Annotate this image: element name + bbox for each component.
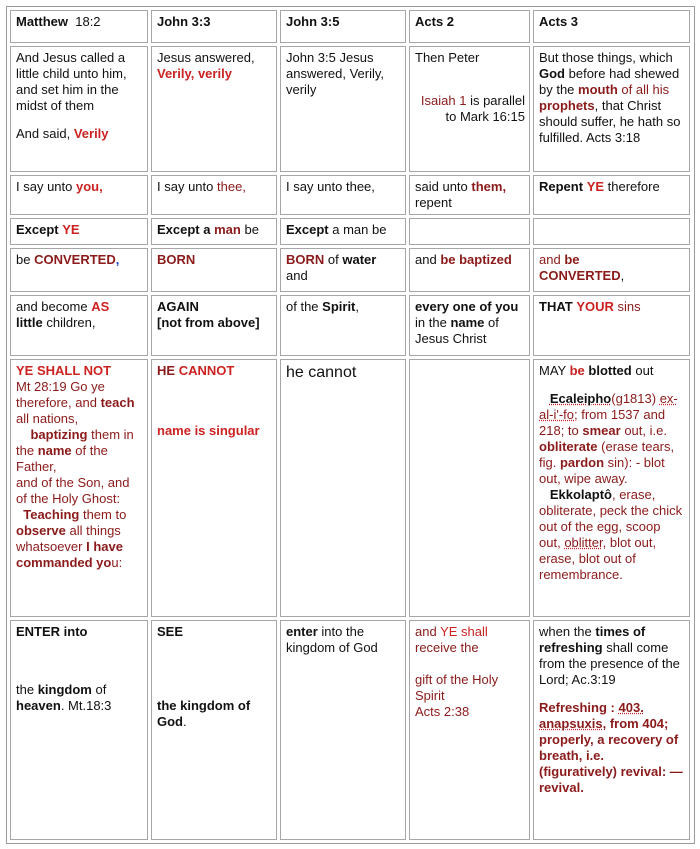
row6-acts3-oblitter: oblitter (564, 535, 603, 550)
row2-acts3 (533, 175, 690, 215)
row1-acts3-text-e: of all his (621, 82, 670, 97)
row6-john35-he-cannot: he cannot (280, 359, 406, 617)
row3-john35-man: a man be (332, 222, 387, 237)
row6-matthew-commanded: I have commanded yo (16, 539, 123, 570)
row4-john33-born: BORN (151, 248, 277, 292)
row5-john35-spirit: Spirit (322, 299, 356, 314)
row7-acts3-presence: shall come from the presence of the Lord; Ac.3:19 (539, 640, 680, 687)
header-matthew-book: Matthew (16, 14, 68, 29)
row7-acts2-ref: Acts 2:38 (415, 704, 470, 719)
row6-acts3-pardon: pardon (559, 455, 605, 470)
row6-matthew-observe: observe (16, 523, 66, 538)
row6-john33 (151, 359, 277, 617)
row7-matthew-kingdom: kingdom (37, 682, 92, 697)
row6-acts3-g1813: (g1813) (611, 391, 657, 406)
row7-acts3-when: when the (539, 624, 592, 639)
row1-acts3-text-c: before had shewed by the (539, 66, 680, 97)
row2-acts3-therefore: therefore (607, 179, 660, 194)
row6-acts3-may: MAY (539, 363, 566, 378)
row6-acts3-blot-out: sin): - blot out, wipe away. (539, 455, 665, 486)
row1-acts2-peter: Then Peter (415, 50, 480, 65)
row6-acts3-erase-tears: (erase tears, fig. (539, 439, 675, 470)
row3-john33 (151, 218, 277, 245)
header-john-3-3: John 3:3 (151, 10, 277, 43)
row7-matthew-of: of (95, 682, 107, 697)
row3-john33-man: man (214, 222, 241, 237)
row5-john33-again: AGAIN (157, 299, 199, 314)
row6-acts3-be: be (569, 363, 585, 378)
row7-john33-see: SEE (157, 624, 184, 639)
row3-matthew-except: Except (16, 222, 59, 237)
row5-acts2-jesus: of Jesus Christ (415, 315, 499, 346)
row6-matthew-teach: teach (100, 395, 135, 410)
row1-matthew-verily: Verily (73, 126, 109, 141)
row3-john33-be: be (244, 222, 259, 237)
row1-acts3-mouth: mouth (578, 82, 618, 97)
row2-john33 (151, 175, 277, 215)
row6-matthew-go: Mt 28:19 Go ye therefore, and (16, 379, 105, 410)
row6-acts3 (533, 359, 690, 617)
row1-john35: John 3:5 Jesus answered, Verily, verily (280, 46, 406, 172)
row7-acts2-ye-shall: YE shall (440, 624, 488, 639)
row6-acts3-ekkolapto: Ekkolaptô (549, 487, 612, 502)
row5-john33-note: [not from above] (157, 315, 260, 330)
row7-acts3-anapsuxis: anapsuxis (539, 716, 603, 731)
row1-acts3-text-g: , that Christ should suffer, he hath so fulfilled. Acts 3:18 (539, 98, 681, 145)
row3-john33-except: Except a (157, 222, 211, 237)
row3-matthew-ye: YE (62, 222, 80, 237)
header-matthew (10, 10, 148, 43)
row7-john35 (280, 620, 406, 840)
row1-john33 (151, 46, 277, 172)
row3-john35 (280, 218, 406, 245)
row6-matthew-all-things: all things whatsoever (16, 523, 121, 554)
header-acts-2: Acts 2 (409, 10, 530, 43)
row5-john35-comma: , (355, 299, 360, 314)
row6-john33-he: HE (157, 363, 176, 378)
row2-john33-text: I say unto (157, 179, 214, 194)
row6-acts3-remembrance: , blot out, erase, blot out of remembrance. (539, 535, 657, 582)
row7-acts3-definition: from 404; properly, a recovery of breath, i.e. (figuratively) revival: — revival. (539, 716, 683, 795)
row5-matthew-little: little (16, 315, 43, 330)
row4-matthew (10, 248, 148, 292)
row2-acts2 (409, 175, 530, 215)
row5-acts2-name: name (450, 315, 485, 330)
row6-acts3-from: ; from 1537 and 218; to (539, 407, 666, 438)
row7-john35-kingdom: into the kingdom of God (286, 624, 378, 655)
row7-matthew-the: the (16, 682, 35, 697)
row6-john33-singular: name is singular (157, 423, 260, 438)
header-john-3-5: John 3:5 (280, 10, 406, 43)
row3-acts2 (409, 218, 530, 245)
row2-matthew-you: you, (76, 179, 103, 194)
row4-acts3-and: and (539, 252, 561, 267)
row6-matthew-name: name (37, 443, 72, 458)
row4-matthew-comma: , (115, 252, 120, 267)
row6-acts3-ecaleipho: Ecaleipho (549, 391, 612, 406)
comparison-table (6, 6, 695, 844)
row5-acts3-your: YOUR (576, 299, 614, 314)
row7-acts3-comma: , (602, 716, 607, 731)
row7-acts2-and: and (415, 624, 437, 639)
row2-acts3-repent: Repent (539, 179, 584, 194)
row5-matthew-children: children, (46, 315, 96, 330)
row5-matthew-as: AS (91, 299, 110, 314)
row4-john35-water: water (342, 252, 377, 267)
row6-acts3-out-ie: out, i.e. (624, 423, 667, 438)
row6-acts3-erase: , erase, obliterate, peck the chick out of the egg, scoop out, (539, 487, 683, 550)
row6-matthew-them-to: them to (82, 507, 127, 522)
row7-acts2 (409, 620, 530, 840)
header-acts-3: Acts 3 (533, 10, 690, 43)
row5-acts3-sins: sins (617, 299, 641, 314)
row1-matthew-text: And Jesus called a little child unto him, and set him in the midst of them (16, 50, 127, 113)
row1-acts2-isaiah: Isaiah 1 (420, 93, 467, 108)
row6-matthew (10, 359, 148, 617)
row4-john35 (280, 248, 406, 292)
row5-acts3-that: THAT (539, 299, 573, 314)
row5-matthew (10, 295, 148, 356)
row1-matthew (10, 46, 148, 172)
row2-john35: I say unto thee, (280, 175, 406, 215)
row6-acts3-pronunciation: ex-al-i'-fo (539, 391, 678, 422)
row6-matthew-son-ghost: and of the Son, and of the Holy Ghost: (16, 475, 130, 506)
row4-acts2 (409, 248, 530, 292)
row1-acts3-god: God (539, 66, 565, 81)
row6-matthew-baptizing: baptizing (30, 427, 88, 442)
row2-acts2-repent: repent (415, 195, 452, 210)
row3-john35-except: Except (286, 222, 329, 237)
row4-acts2-and: and (415, 252, 437, 267)
row6-matthew-u: u: (111, 555, 123, 570)
row4-john35-and: and (286, 268, 308, 283)
row5-john33 (151, 295, 277, 356)
row4-acts2-baptized: be baptized (440, 252, 512, 267)
row2-john33-thee: thee, (217, 179, 246, 194)
row6-acts3-obliterate: obliterate (539, 439, 598, 454)
row6-matthew-them-in-the: them in the (16, 427, 134, 458)
row3-acts3 (533, 218, 690, 245)
row7-acts2-gift: gift of the Holy Spirit (415, 672, 499, 703)
row1-acts3-text-a: But those things, which (539, 50, 673, 65)
row1-acts3 (533, 46, 690, 172)
row1-john33-answered: Jesus answered, (157, 50, 255, 65)
row6-acts3-smear: smear (582, 423, 621, 438)
header-matthew-ref: 18:2 (75, 14, 101, 29)
row1-acts2 (409, 46, 530, 172)
row2-acts3-ye: YE (586, 179, 605, 194)
row5-acts2 (409, 295, 530, 356)
row6-matthew-ye-shall-not: YE SHALL NOT (16, 363, 112, 378)
row2-acts2-them: them, (471, 179, 507, 194)
row7-acts3-times: times of refreshing (539, 624, 646, 655)
row6-matthew-nations: all nations, (16, 411, 79, 426)
row4-matthew-be: be (16, 252, 31, 267)
row3-matthew (10, 218, 148, 245)
row4-matthew-converted: CONVERTED (34, 252, 116, 267)
row5-john35-of: of the (286, 299, 319, 314)
row2-matthew (10, 175, 148, 215)
row7-john33 (151, 620, 277, 840)
row2-matthew-text: I say unto (16, 179, 73, 194)
row5-matthew-become: and become (16, 299, 88, 314)
row7-acts3 (533, 620, 690, 840)
row7-john33-period: . (183, 714, 187, 729)
row5-acts2-in: in the (415, 315, 447, 330)
row1-acts2-parallel: is parallel to Mark 16:15 (445, 93, 525, 124)
row7-acts3-403: 403. (618, 700, 644, 715)
row7-matthew-enter: ENTER into (16, 624, 88, 639)
row7-acts3-colon: : (610, 700, 615, 715)
row7-matthew-ref: . Mt.18:3 (60, 698, 112, 713)
row7-john33-kingdom: the kingdom of God (157, 698, 251, 729)
row5-acts2-everyone: every one of you (415, 299, 519, 314)
row6-matthew-teaching: Teaching (23, 507, 80, 522)
row4-john35-born: BORN (286, 252, 325, 267)
row7-matthew-heaven: heaven (16, 698, 61, 713)
row7-acts3-refreshing: Refreshing (539, 700, 607, 715)
row5-john35 (280, 295, 406, 356)
row6-matthew-father: of the Father, (16, 443, 108, 474)
row4-acts3-comma: , (620, 268, 625, 283)
row7-matthew (10, 620, 148, 840)
row4-acts3-be: be (564, 252, 580, 267)
row5-acts3 (533, 295, 690, 356)
row6-john33-cannot: CANNOT (178, 363, 235, 378)
row7-john35-enter: enter (286, 624, 318, 639)
row4-acts3-converted: CONVERTED (539, 268, 621, 283)
row1-john33-verily: Verily, verily (157, 66, 232, 81)
row6-acts2 (409, 359, 530, 617)
row1-matthew-said: And said, (16, 126, 71, 141)
row1-acts3-prophets: prophets (539, 98, 595, 113)
row4-acts3 (533, 248, 690, 292)
row7-acts2-receive: receive the (415, 640, 479, 655)
row2-acts2-text: said unto (415, 179, 468, 194)
row6-acts3-blotted: blotted (588, 363, 632, 378)
row6-acts3-out: out (635, 363, 654, 378)
row4-john35-of: of (327, 252, 339, 267)
